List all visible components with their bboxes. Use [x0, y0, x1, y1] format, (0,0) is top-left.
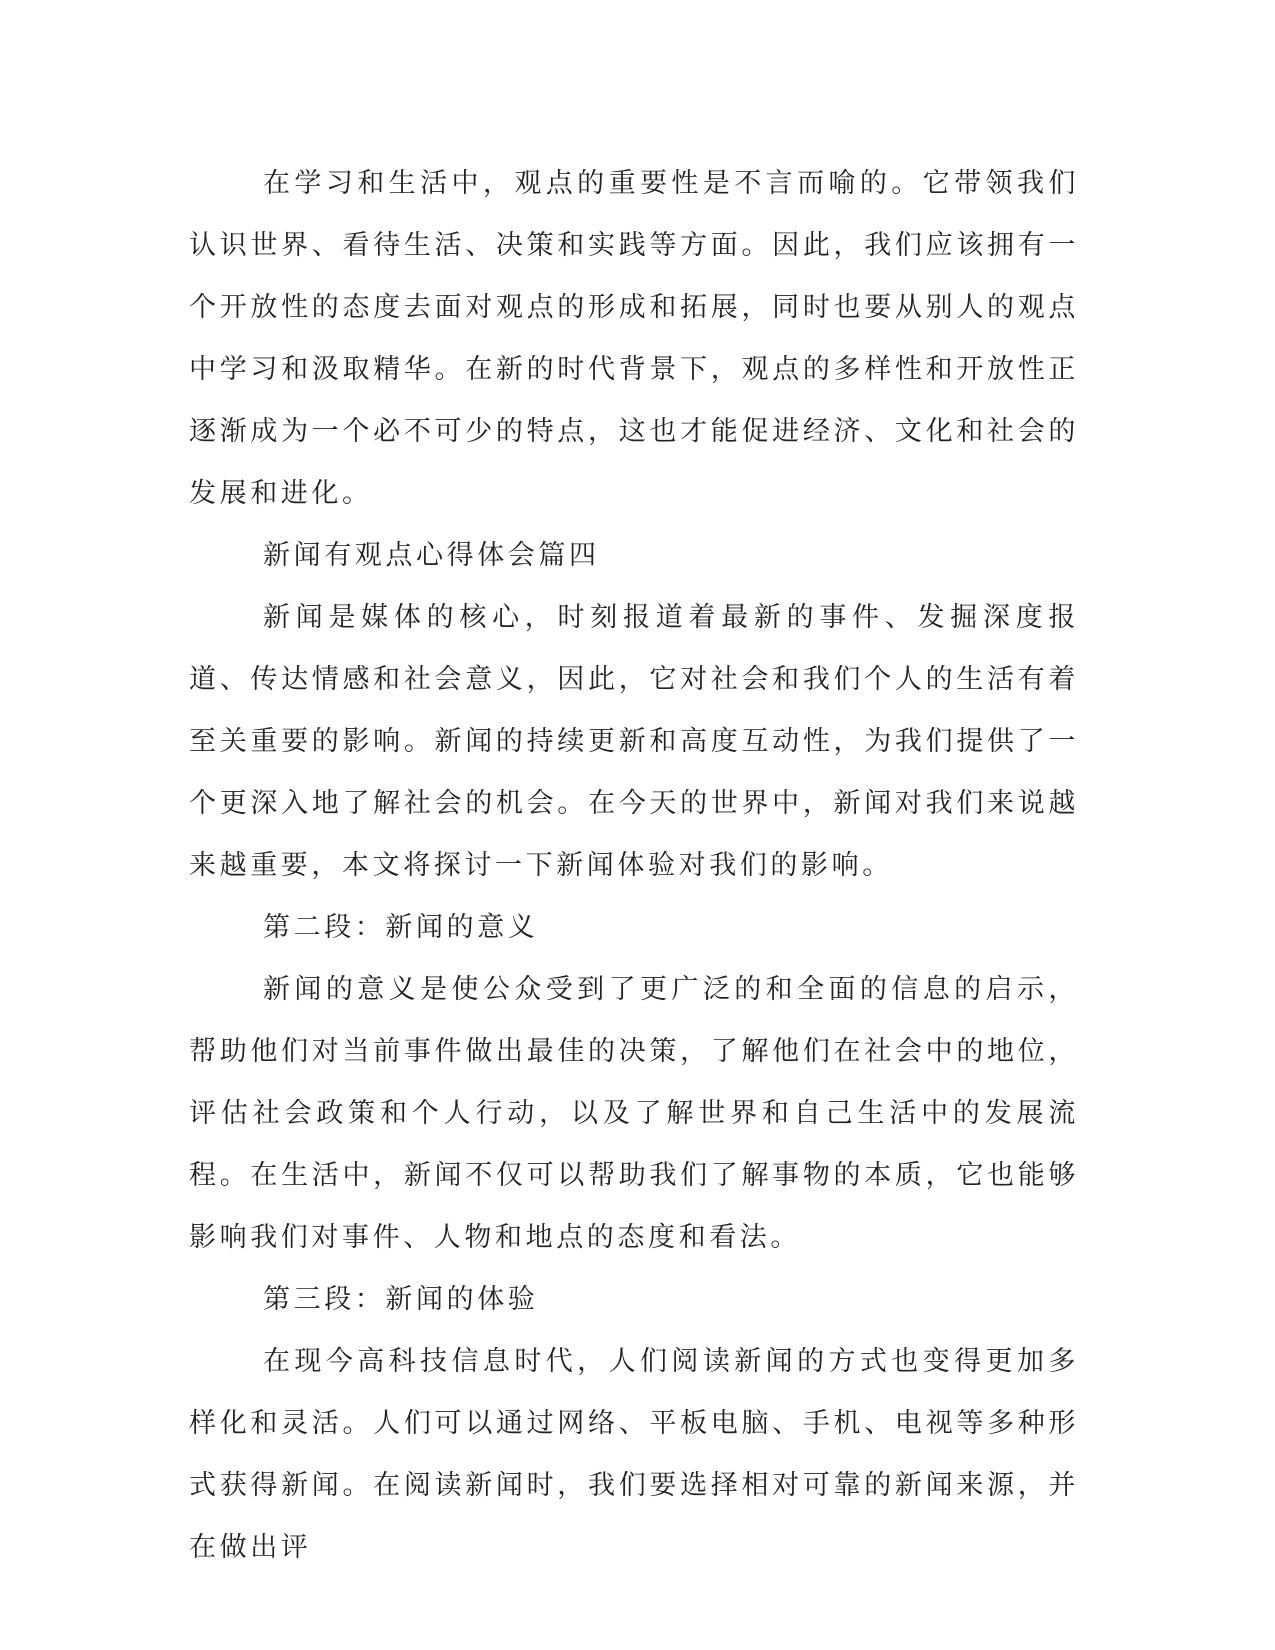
paragraph-opinion-importance: 在学习和生活中，观点的重要性是不言而喻的。它带领我们认识世界、看待生活、决策和实践等方面。因此，我们应该拥有一个开放性的态度去面对观点的形成和拓展，同时也要从别人的观点中学习和汲取精华。在新的时代背景下，观点的多样性和开放性正逐渐成为一个必不可少的特点，这也才能促进经济、文化和社会的发展和进化。 — [189, 168, 1079, 509]
section-heading-experience: 第三段：新闻的体验 — [263, 1284, 539, 1315]
paragraph-news-core: 新闻是媒体的核心，时刻报道着最新的事件、发掘深度报道、传达情感和社会意义，因此，它对社会和我们个人的生活有着至关重要的影响。新闻的持续更新和高度互动性，为我们提供了一个更深入地了解社会的机会。在今天的世界中，新闻对我们来说越来越重要，本文将探讨一下新闻体验对我们的影响。 — [189, 602, 1079, 881]
section-heading-meaning: 第二段：新闻的意义 — [263, 912, 539, 943]
paragraph-news-meaning: 新闻的意义是使公众受到了更广泛的和全面的信息的启示，帮助他们对当前事件做出最佳的决策，了解他们在社会中的地位，评估社会政策和个人行动，以及了解世界和自己生活中的发展流程。在生活中，新闻不仅可以帮助我们了解事物的本质，它也能够影响我们对事件、人物和地点的态度和看法。 — [189, 974, 1079, 1253]
document-body — [189, 153, 1079, 1579]
paragraph-news-experience: 在现今高科技信息时代，人们阅读新闻的方式也变得更加多样化和灵活。人们可以通过网络、平板电脑、手机、电视等多种形式获得新闻。在阅读新闻时，我们要选择相对可靠的新闻来源，并在做出评 — [189, 1346, 1079, 1563]
section-title-part-four: 新闻有观点心得体会篇四 — [263, 540, 600, 571]
